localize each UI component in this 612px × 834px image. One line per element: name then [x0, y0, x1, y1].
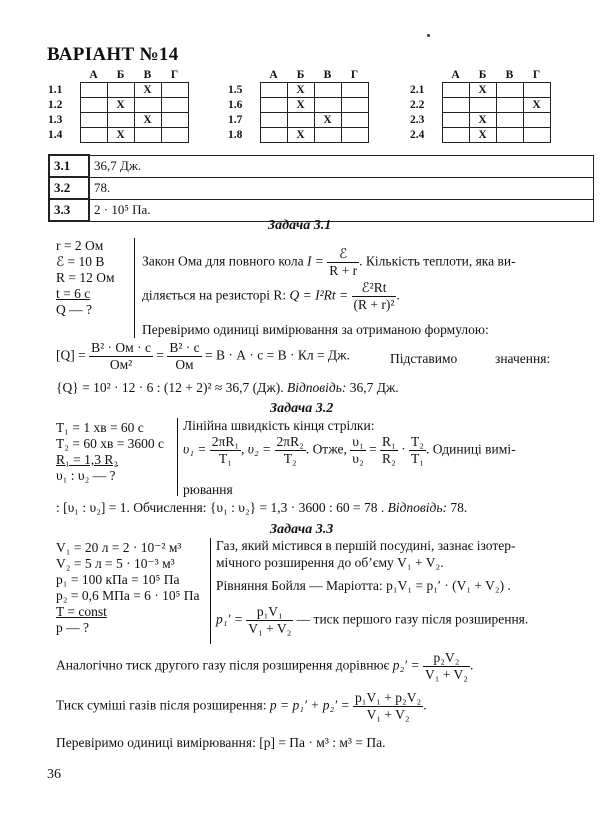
grid-cell	[523, 113, 550, 128]
grid-row-number: 2.1	[410, 84, 425, 96]
grid-cell	[260, 128, 287, 143]
grid-row-number: 2.4	[410, 129, 425, 141]
grid-cell	[341, 113, 368, 128]
given-item: V₁ = 20 л = 2 · 10⁻² м³	[56, 540, 182, 555]
grid-cell	[442, 98, 469, 113]
task-3-3-check: Перевіримо одиниці вимірювання: [p] = Па · м³ : м³ = Па.	[56, 735, 386, 750]
task-3-3-line2: мічного розширення до об’єму V₁ + V₂.	[216, 555, 444, 570]
answer-grid	[228, 68, 369, 143]
result-num: 3.1	[49, 155, 89, 177]
given-unknown: p — ?	[56, 620, 89, 635]
grid-row	[228, 128, 368, 143]
task-3-1-line2: діляється на резисторі R: Q = I²Rt = $\frac{\text{ℰ²Rt}}{\text{(R + r)²}}$ .	[142, 280, 400, 312]
answer-grid	[410, 68, 551, 143]
grid-cell-marked: X	[134, 83, 161, 98]
grid-row	[228, 98, 368, 113]
page-number: 36	[47, 767, 61, 782]
grid-row-number: 1.2	[48, 99, 63, 111]
result-value: 36,7 Дж.	[89, 155, 594, 177]
task-3-3-title: Задача 3.3	[270, 522, 334, 537]
variant-heading: ВАРІАНТ №14	[47, 44, 179, 65]
grid-cell-marked: X	[287, 128, 314, 143]
grid-cell	[341, 83, 368, 98]
task-3-2-line1: Лінійна швидкість кінця стрілки:	[183, 418, 375, 433]
grid-row	[48, 98, 188, 113]
given-item: T = const	[56, 604, 107, 619]
grid-cell	[469, 98, 496, 113]
grid-cell	[314, 98, 341, 113]
grid-cell	[260, 98, 287, 113]
given-item: p₁ = 100 кПа = 10⁵ Па	[56, 572, 180, 587]
grid-cell-marked: X	[287, 98, 314, 113]
grid-cell	[80, 113, 107, 128]
grid-row	[48, 128, 188, 143]
grid-row-number: 1.5	[228, 84, 243, 96]
result-value: 2 · 10⁵ Па.	[89, 199, 594, 221]
grid-row	[228, 83, 368, 98]
grid-cell	[161, 113, 188, 128]
grid-cell	[496, 113, 523, 128]
task-3-1-line3: Перевіримо одиниці вимірювання за отриманою формулою:	[142, 322, 489, 337]
grid-cell	[314, 83, 341, 98]
given-item: t = 6 с	[56, 286, 91, 301]
grid-cell	[442, 128, 469, 143]
grid-column-header: А	[269, 69, 278, 81]
grid-column-header: Б	[116, 69, 125, 81]
grid-cell	[496, 83, 523, 98]
grid-row	[228, 113, 368, 128]
given-item: R = 12 Ом	[56, 270, 115, 285]
task-3-2-calc: : [υ₁ : υ₂] = 1. Обчислення: {υ₁ : υ₂} = 1,3 · 3600 : 60 = 78 . Відповідь: 78.	[56, 500, 468, 515]
grid-row	[48, 83, 188, 98]
given-item: r = 2 Ом	[56, 238, 104, 253]
given-item: p₂ = 0,6 МПа = 6 · 10⁵ Па	[56, 588, 200, 603]
grid-row-number: 2.2	[410, 99, 425, 111]
grid-column-header: Б	[296, 69, 305, 81]
grid-cell-marked: X	[107, 98, 134, 113]
task-3-1-units: [Q] = $\frac{\text{В² · Ом · с}}{\text{Ом²}}$ = $\frac{\text{В² · с}}{Ом}$ = В · А · с = В · Кл = Дж. Підставимо значення:	[56, 340, 551, 372]
grid-cell	[80, 128, 107, 143]
task-3-1-title: Задача 3.1	[268, 218, 332, 233]
grid-cell-marked: X	[469, 113, 496, 128]
grid-cell	[161, 128, 188, 143]
grid-column-header: Г	[532, 69, 541, 81]
result-row	[49, 177, 594, 199]
given-unknown: υ₁ : υ₂ — ?	[56, 468, 116, 483]
grid-cell-marked: X	[314, 113, 341, 128]
grid-row-number: 2.3	[410, 114, 425, 126]
task-3-3-line1: Газ, який містився в першій посудині, зазнає ізотер-	[216, 538, 516, 553]
given-item: V₂ = 5 л = 5 · 10⁻³ м³	[56, 556, 175, 571]
grid-row	[410, 128, 550, 143]
grid-row-number: 1.6	[228, 99, 243, 111]
grid-column-header: Г	[350, 69, 359, 81]
grid-column-header: В	[143, 69, 152, 81]
task-3-1-calc: {Q} = 10² · 12 · 6 : (12 + 2)² ≈ 36,7 (Дж). Відповідь: 36,7 Дж.	[56, 380, 399, 395]
grid-cell-marked: X	[107, 128, 134, 143]
grid-cell	[341, 128, 368, 143]
task-3-3-analog: Аналогічно тиск другого газу після розширення дорівнює p₂′ = $\frac{\text{p₂V₂}}{\text{V₁ + V₂}}$ .	[56, 650, 474, 682]
grid-row-number: 1.1	[48, 84, 63, 96]
given-item: ℰ = 10 В	[56, 254, 105, 269]
task-3-3-p1: p₁′ = $\frac{\text{p₁V₁}}{\text{V₁ + V₂}}$ — тиск першого газу після розширення.	[216, 604, 529, 636]
ink-dot	[427, 34, 430, 37]
grid-cell	[496, 128, 523, 143]
task-3-2-title: Задача 3.2	[270, 401, 334, 416]
given-item: T₂ = 60 хв = 3600 с	[56, 436, 165, 451]
result-num: 3.2	[49, 177, 89, 199]
given-item: T₁ = 1 хв = 60 с	[56, 420, 144, 435]
grid-row-number: 1.4	[48, 129, 63, 141]
task-3-1-given	[56, 238, 136, 318]
grid-cell	[260, 113, 287, 128]
grid-column-header: Б	[478, 69, 487, 81]
grid-cell	[314, 128, 341, 143]
grid-cell-marked: X	[469, 128, 496, 143]
grid-column-header: А	[89, 69, 98, 81]
grid-cell	[341, 98, 368, 113]
grid-row	[410, 83, 550, 98]
given-separator	[210, 538, 211, 644]
grid-cell	[80, 83, 107, 98]
grid-cell-marked: X	[287, 83, 314, 98]
grid-cell	[260, 83, 287, 98]
task-3-2-given	[56, 420, 174, 484]
grid-row	[48, 113, 188, 128]
result-num: 3.3	[49, 199, 89, 221]
grid-cell	[107, 83, 134, 98]
grid-cell-marked: X	[134, 113, 161, 128]
task-3-3-given	[56, 540, 206, 636]
grid-cell	[287, 113, 314, 128]
given-item: R₁ = 1,3 R₂	[56, 452, 119, 467]
grid-column-header: А	[451, 69, 460, 81]
grid-cell	[161, 83, 188, 98]
task-3-3-boyle: Рівняння Бойля — Маріотта: p₁V₁ = p₁′ · (V₁ + V₂) .	[216, 578, 511, 593]
grid-column-header: В	[505, 69, 514, 81]
given-separator	[134, 238, 135, 338]
grid-row	[410, 113, 550, 128]
grid-cell	[161, 98, 188, 113]
result-row	[49, 155, 594, 177]
grid-cell	[80, 98, 107, 113]
task-3-2-line2: υ₁ = $\frac{\text{2πR₁}}{\text{T₁}}$ , υ₂ = $\frac{\text{2πR₂}}{\text{T₂}}$ . Отже, $\frac{\text{υ₁}}{\text{υ₂}}$ = $\frac{\text{R₁}}{\text{R₂}}$ · $\frac{\text{T₂}}{\text{T₁}}$ . Одиниці вимі-	[183, 434, 516, 466]
answer-grid	[48, 68, 189, 143]
given-separator	[177, 418, 178, 496]
grid-column-header: Г	[170, 69, 179, 81]
grid-cell	[523, 83, 550, 98]
grid-cell	[523, 128, 550, 143]
grid-row-number: 1.8	[228, 129, 243, 141]
task-3-3-mix: Тиск суміші газів після розширення: p = p₁′ + p₂′ = $\frac{\text{p₁V₁ + p₂V₂}}{\text{V₁ + V₂}}$ .	[56, 690, 427, 722]
given-unknown: Q — ?	[56, 302, 92, 317]
grid-cell-marked: X	[523, 98, 550, 113]
grid-row-number: 1.3	[48, 114, 63, 126]
grid-cell	[107, 113, 134, 128]
task-3-1-line1: Закон Ома для повного кола I = $\frac{\text{ℰ}}{R + r}$ . Кількість теплоти, яка ви-	[142, 246, 516, 278]
grid-cell	[134, 98, 161, 113]
results-table	[48, 154, 594, 222]
grid-cell	[134, 128, 161, 143]
grid-cell-marked: X	[469, 83, 496, 98]
grid-column-header: В	[323, 69, 332, 81]
task-3-2-line3: рювання	[183, 482, 233, 497]
grid-row-number: 1.7	[228, 114, 243, 126]
grid-cell	[442, 113, 469, 128]
result-value: 78.	[89, 177, 594, 199]
grid-row	[410, 98, 550, 113]
grid-cell	[442, 83, 469, 98]
grid-cell	[496, 98, 523, 113]
